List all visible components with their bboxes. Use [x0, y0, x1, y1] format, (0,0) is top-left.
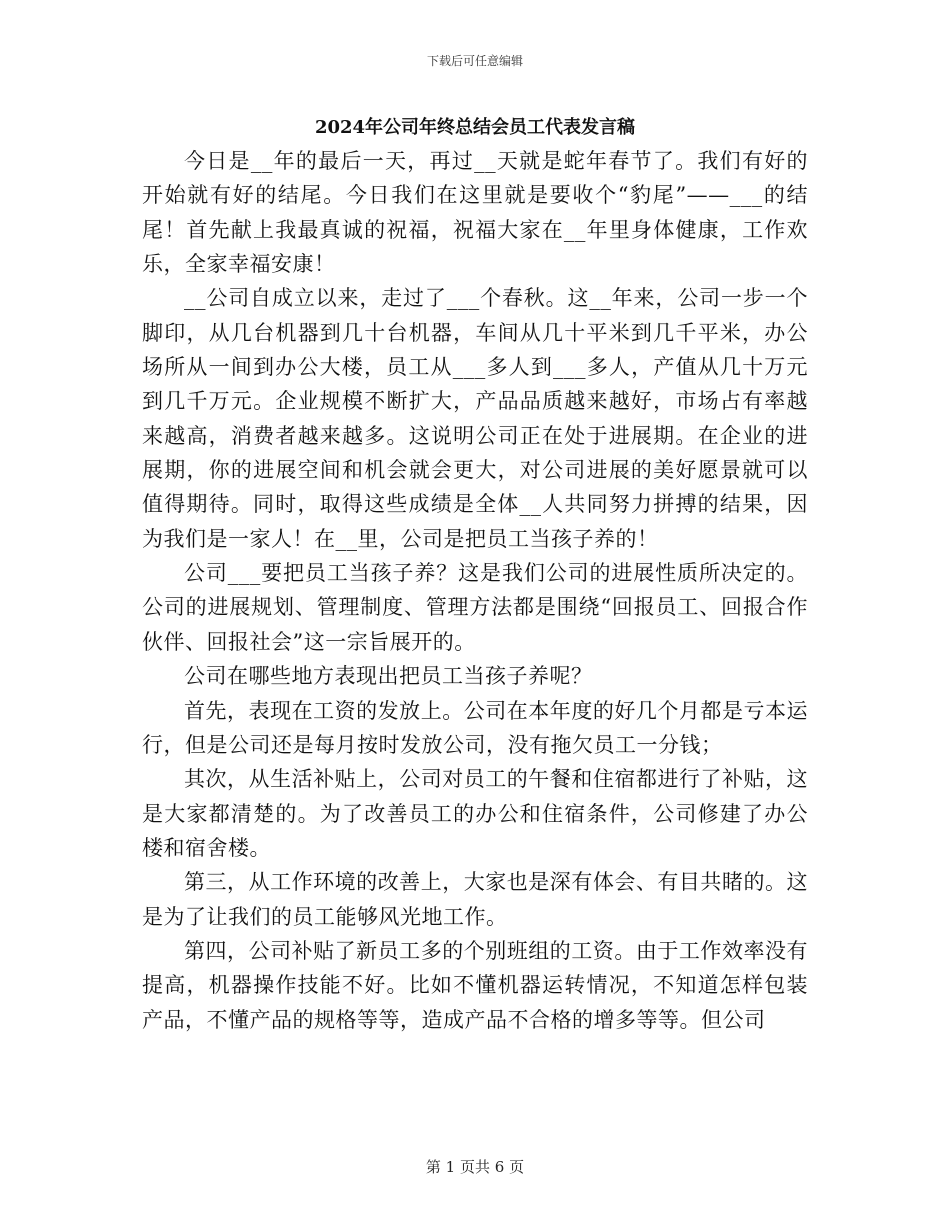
page-header: 下载后可任意编辑: [426, 54, 523, 68]
document-title: 2024年公司年终总结会员工代表发言稿: [314, 117, 636, 138]
paragraph-3: 公司___要把员工当孩子养？这是我们公司的进展性质所决定的。公司的进展规划、管理制度、管理方法都是围绕“回报员工、回报合作伙伴、回报社会”这一宗旨展开的。: [142, 561, 808, 654]
paragraph-1: 今日是__年的最后一天，再过__天就是蛇年春节了。我们有好的开始就有好的结尾。今日我们在这里就是要收个“豹尾”——___的结尾！首先献上我最真诚的祝福，祝福大家在__年里身体健康，工作欢乐，全家幸福安康！: [142, 149, 808, 277]
paragraph-4: 公司在哪些地方表现出把员工当孩子养呢？: [184, 664, 593, 689]
paragraph-7: 第三，从工作环境的改善上，大家也是深有体会、有目共睹的。这是为了让我们的员工能够风光地工作。: [142, 870, 808, 929]
paragraph-2: __公司自成立以来，走过了___个春秋。这__年来，公司一步一个脚印，从几台机器到几十台机器，车间从几十平米到几千平米，办公场所从一间到办公大楼，员工从___多人到___多人，产值从几十万元到几千万元。企业规模不断扩大，产品品质越来越好，市场占有率越来越高，消费者越来越多。这说明公司正在处于进展期。在企业的进展期，你的进展空间和机会就会更大，对公司进展的美好愿景就可以值得期待。同时，取得这些成绩是全体__人共同努力拼搏的结果，因为我们是一家人！在__里，公司是把员工当孩子养的！: [142, 286, 808, 551]
paragraph-8: 第四，公司补贴了新员工多的个别班组的工资。由于工作效率没有提高，机器操作技能不好。比如不懂机器运转情况，不知道怎样包装产品，不懂产品的规格等等，造成产品不合格的增多等等。但公司: [142, 938, 808, 1032]
document-body: [142, 144, 808, 1037]
paragraph-5: 首先，表现在工资的发放上。公司在本年度的好几个月都是亏本运行，但是公司还是每月按时发放公司，没有拖欠员工一分钱；: [142, 698, 808, 757]
paragraph-6: 其次，从生活补贴上，公司对员工的午餐和住宿都进行了补贴，这是大家都清楚的。为了改善员工的办公和住宿条件，公司修建了办公楼和宿舍楼。: [142, 767, 808, 860]
page-number: 第 1 页共 6 页: [425, 1158, 525, 1176]
